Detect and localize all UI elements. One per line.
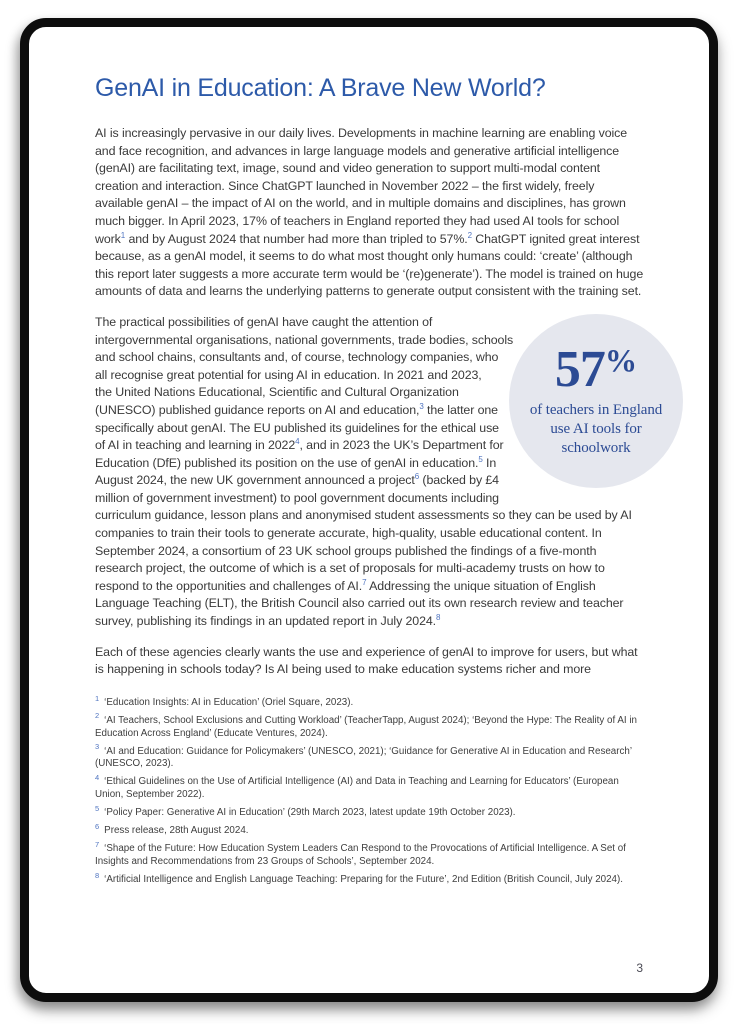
text-segment: AI is increasingly pervasive in our daily lives. Developments in machine learning are enabling voice and face recognition, and advances in large language models and generative artificial intelligence (genAI) are facilitating text, image, sound and video generation to support multi-modal content creation and interaction. Since ChatGPT launched in November 2022 – the first widely, freely available genAI – the impact of AI on the world, and in multiple domains and disciplines, has grown much bigger. In April 2023, 17% of teachers in England reported they had used AI tools for school work: [95, 126, 628, 246]
paragraph-closing: Each of these agencies clearly wants the use and experience of genAI to improve for users, but what is happening in schools today? Is AI being used to make education systems richer and more: [95, 644, 638, 677]
footnote-number: 1: [95, 693, 100, 703]
footnote-number: 8: [95, 870, 100, 880]
footnote-5: [95, 803, 645, 820]
footnote-text: ‘Ethical Guidelines on the Use of Artificial Intelligence (AI) and Data in Teaching and Learning for Educators’ (European Union, September 2022).: [95, 776, 619, 801]
footnote-number: 6: [95, 821, 100, 831]
footnote-text: ‘Shape of the Future: How Education System Leaders Can Respond to the Provocations of Artificial Intelligence. A Set of Insights and Recommendations from 23 Groups of Schools’, September 2024.: [95, 842, 626, 867]
text-segment: the latter one specifically about genAI. The EU published its guidelines for the ethical use of AI in teaching and learning in 2022: [95, 402, 499, 453]
text-segment: and by August 2024 that number had more than tripled to 57%.: [125, 231, 468, 246]
paragraph-intro: [95, 125, 645, 301]
text-segment: (backed by £4 million of government investment) to pool government documents including curriculum guidance, lesson plans and anonymised student assessments so they can be used by AI companies to train their tools to generate accurate, high-quality, usable educational content. In September 2024, a consortium of 23 UK school groups published the findings of a five-month research project, the outcome of which is a set of proposals for multi-academy trusts on how to respond to the opportunities and challenges of AI.: [95, 473, 632, 593]
footnote-text: ‘Education Insights: AI in Education’ (Oriel Square, 2023).: [104, 696, 354, 708]
page-number: 3: [636, 961, 643, 975]
text-segment: In August 2024, the new UK government announced a project: [95, 455, 497, 488]
stat-label: of teachers in England use AI tools for schoolwork: [529, 402, 663, 456]
footnote-text: ‘Policy Paper: Generative AI in Education’ (29th March 2023, latest update 19th October 2023).: [104, 807, 516, 819]
stat-callout-circle: [509, 314, 683, 488]
stat-value: [554, 341, 638, 399]
footnote-4: [95, 773, 645, 802]
footnote-ref-1: 1: [120, 230, 126, 240]
text-segment: Addressing the unique situation of English Language Teaching (ELT), the British Council also carried out its own research review and teacher survey, publishing its findings in an updated report in July 2024.: [95, 578, 624, 629]
footnote-1: [95, 693, 645, 710]
footnote-number: 7: [95, 839, 100, 849]
page-title: GenAI in Education: A Brave New World?: [95, 74, 546, 102]
footnote-number: 2: [95, 711, 100, 721]
footnote-7: [95, 839, 645, 869]
footnote-ref-6: 6: [414, 472, 420, 482]
footnote-text: Press release, 28th August 2024.: [104, 825, 249, 837]
footnote-text: ‘Artificial Intelligence and English Language Teaching: Preparing for the Future’, 2nd Edition (British Council, July 2024).: [104, 873, 623, 885]
footnote-ref-4: 4: [295, 436, 300, 446]
stat-number: 57: [554, 341, 605, 399]
footnote-ref-7: 7: [362, 577, 367, 587]
footnote-number: 4: [95, 773, 100, 783]
text-segment: , and in 2023 the UK’s Department for Education (DfE) published its position on the use of genAI in education.: [95, 438, 504, 470]
footnote-text: ‘AI Teachers, School Exclusions and Cutting Workload’ (TeacherTapp, August 2024); ‘Beyond the Hype: The Reality of AI in Education Across England’ (Educate Ventures, 2024).: [95, 714, 637, 739]
footnote-6: [95, 821, 645, 838]
report-page: [20, 18, 718, 1002]
footnote-8: [95, 870, 645, 887]
footnote-2: [95, 711, 645, 741]
footnote-number: 3: [95, 742, 100, 752]
footnote-ref-3: 3: [419, 401, 424, 411]
paragraph-agencies: [95, 314, 663, 631]
footnotes-section: [95, 693, 645, 887]
text-segment: ChatGPT ignited great interest because, as a genAI model, it seems to do what most thought only humans could: ‘create’ (although this report later suggests a more accurate term would be ‘(re)generate’). The model is trained on huge amounts of data and learns the underlying patterns to generate output consistent with the training set.: [95, 231, 644, 299]
footnote-ref-5: 5: [478, 454, 483, 464]
text-segment: The practical possibilities of genAI have caught the attention of intergovernmental organisations, national governments, trade bodies, schools and school chains, consultants and, of course, technology companies, who all recognise great potential for using AI in education. In 2021 and 2023, the United Nations Educational, Scientific and Cultural Organization (UNESCO) published guidance reports on AI and education,: [95, 314, 514, 417]
percent-sign: %: [604, 342, 638, 379]
footnote-ref-8: 8: [436, 612, 441, 622]
footnote-ref-2: 2: [467, 230, 472, 240]
footnote-number: 5: [95, 803, 100, 813]
footnote-3: [95, 742, 645, 772]
footnote-text: ‘AI and Education: Guidance for Policymakers’ (UNESCO, 2021); ‘Guidance for Generative AI in Education and Research’ (UNESCO, 2023).: [95, 745, 632, 770]
